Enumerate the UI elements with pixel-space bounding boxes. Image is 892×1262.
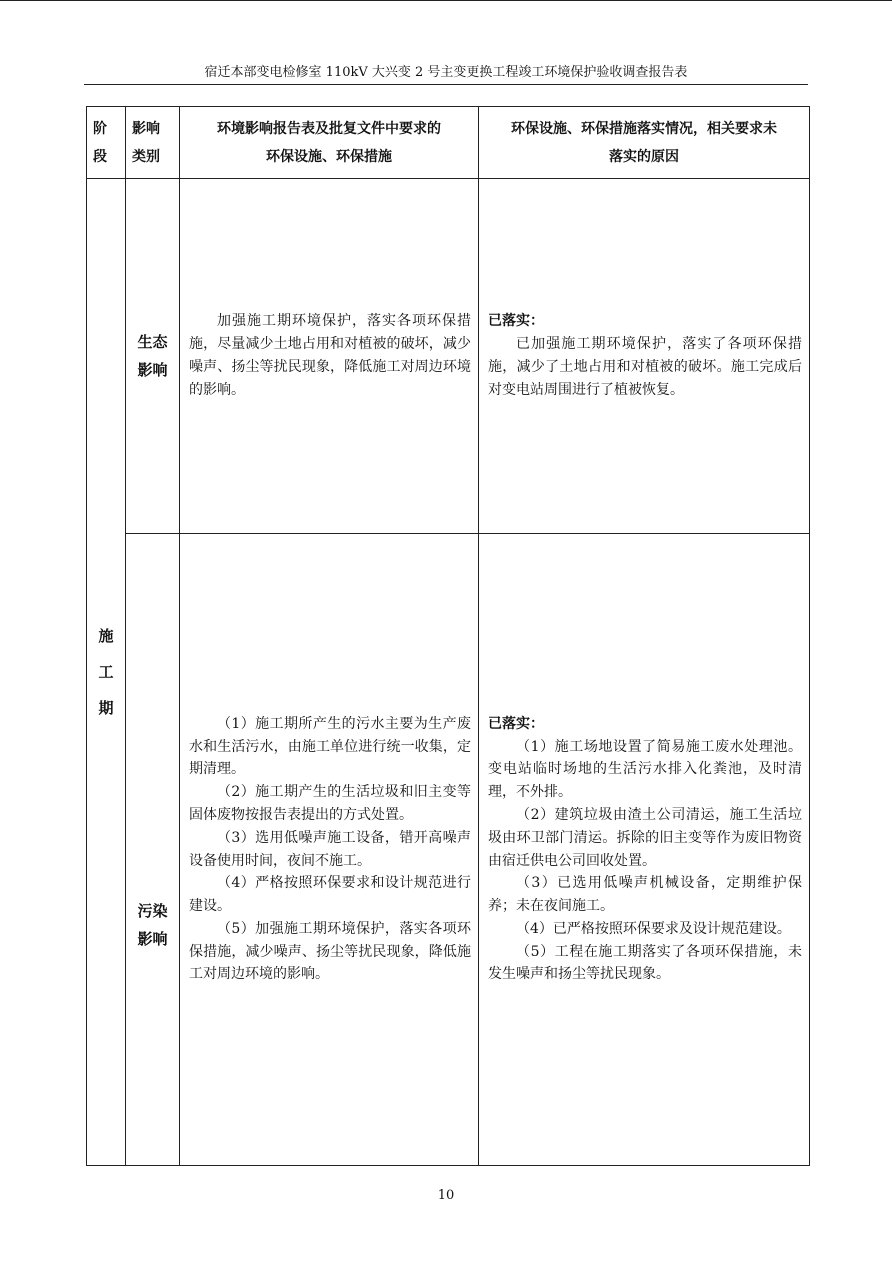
status-pollution-item: （4）已严格按照环保要求及设计规范建设。 xyxy=(516,920,791,937)
required-ecology-text: 加强施工期环境保护，落实各项环保措施，尽量减少土地占用和对植被的破坏，减少噪声、扬尘等扰民现象，降低施工对周边环境的影响。 xyxy=(189,313,471,398)
status-pollution-item: （2）建筑垃圾由渣土公司清运，施工生活垃圾由环卫部门清运。拆除的旧主变等作为废旧物资由宿迁供电公司回收处置。 xyxy=(488,806,802,869)
status-pollution-item: （1）施工场地设置了简易施工废水处理池。变电站临时场地的生活污水排入化粪池，及时清理，不外排。 xyxy=(488,738,802,801)
category-ecology-line1: 生态 xyxy=(137,333,168,351)
status-pollution-item: （5）工程在施工期落实了各项环保措施，未发生噪声和扬尘等扰民现象。 xyxy=(488,943,802,983)
category-ecology-line2: 影响 xyxy=(137,361,168,379)
header-required-line2: 环保设施、环保措施 xyxy=(266,148,392,165)
header-required-line1: 环境影响报告表及批复文件中要求的 xyxy=(217,120,441,137)
stage-char: 期 xyxy=(98,699,114,717)
header-implementation-status xyxy=(479,107,810,179)
status-pollution xyxy=(479,534,810,1166)
category-pollution-line2: 影响 xyxy=(137,929,168,948)
table-row-pollution xyxy=(87,534,810,1166)
table-header-row xyxy=(87,107,810,179)
header-category-line1: 影响 xyxy=(132,120,160,137)
category-pollution-line1: 污染 xyxy=(137,901,168,920)
required-pollution-item: （4）严格按照环保要求和设计规范进行建设。 xyxy=(189,875,471,915)
header-stage-line2: 段 xyxy=(93,148,107,165)
header-required-measures xyxy=(180,107,479,179)
required-pollution-item: （3）选用低噪声施工设备，错开高噪声设备使用时间，夜间不施工。 xyxy=(189,829,471,869)
table-row-ecology xyxy=(87,179,810,534)
header-rule xyxy=(84,84,808,85)
page-number: 10 xyxy=(437,1188,455,1203)
stage-char: 施 xyxy=(98,627,114,645)
stage-cell-construction xyxy=(87,179,126,1166)
required-ecology xyxy=(180,179,479,534)
header-category-line2: 类别 xyxy=(132,148,160,165)
header-stage xyxy=(87,107,126,179)
header-status-line2: 落实的原因 xyxy=(609,148,679,165)
category-pollution xyxy=(126,534,180,1166)
header-stage-line1: 阶 xyxy=(93,120,107,137)
stage-char: 工 xyxy=(98,663,114,681)
status-ecology-head: 已落实： xyxy=(488,313,544,330)
status-pollution-item: （3）已选用低噪声机械设备，定期维护保养；未在夜间施工。 xyxy=(488,875,802,915)
required-pollution-item: （1）施工期所产生的污水主要为生产废水和生活污水，由施工单位进行统一收集，定期清理。 xyxy=(189,715,471,778)
required-pollution-item: （2）施工期产生的生活垃圾和旧主变等固体废物按报告表提出的方式处置。 xyxy=(189,784,471,823)
top-border-line xyxy=(0,0,892,1)
header-status-line1: 环保设施、环保措施落实情况，相关要求未 xyxy=(511,120,777,137)
required-pollution xyxy=(180,534,479,1166)
status-pollution-head: 已落实： xyxy=(488,715,544,732)
acceptance-table xyxy=(86,106,810,1166)
status-ecology-text: 已加强施工期环境保护，落实了各项环保措施，减少了土地占用和对植被的破坏。施工完成后对变电站周围进行了植被恢复。 xyxy=(488,336,802,398)
header-category xyxy=(126,107,180,179)
status-ecology xyxy=(479,179,810,534)
page-header-title: 宿迁本部变电检修室 110kV 大兴变 2 号主变更换工程竣工环境保护验收调查报告表 xyxy=(204,65,688,80)
required-pollution-item: （5）加强施工期环境保护，落实各项环保措施，减少噪声、扬尘等扰民现象，降低施工对周边环境的影响。 xyxy=(189,920,471,983)
category-ecology xyxy=(126,179,180,534)
